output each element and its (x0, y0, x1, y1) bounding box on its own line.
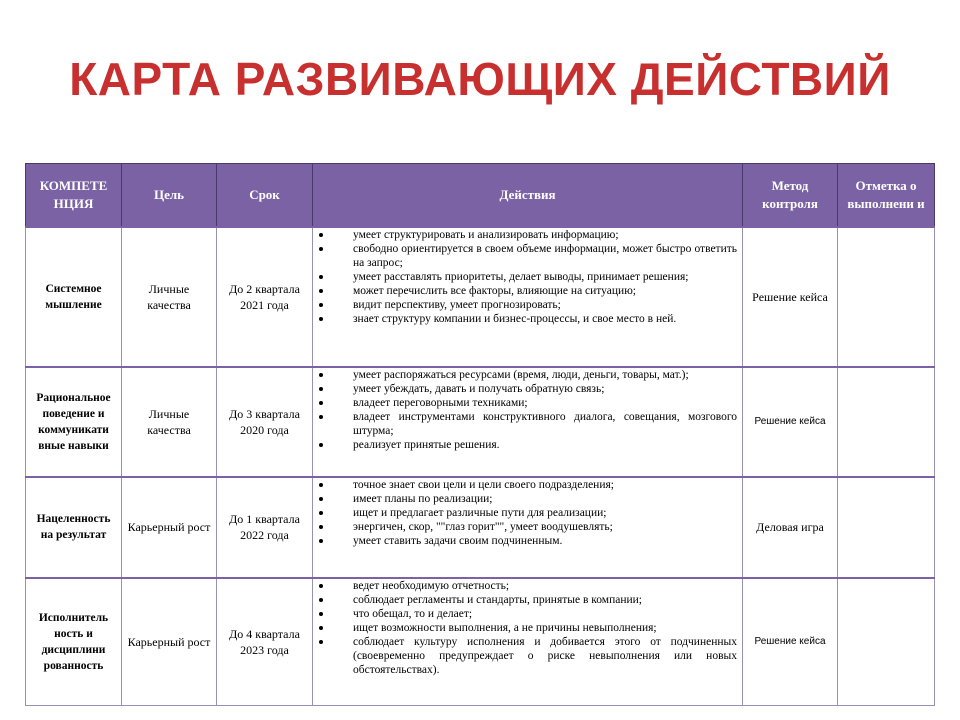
control-method-cell: Решение кейса (743, 367, 838, 477)
header-control-method: Метод контроля (743, 164, 838, 227)
header-actions: Действия (313, 164, 743, 227)
completion-mark-cell (838, 227, 935, 367)
action-item: умеет структурировать и анализировать информацию; (353, 228, 737, 242)
action-item: ищет и предлагает различные пути для реализации; (353, 506, 737, 520)
action-item: ищет возможности выполнения, а не причины невыполнения; (353, 621, 737, 635)
action-item: ведет необходимую отчетность; (353, 579, 737, 593)
table-row (26, 578, 935, 706)
table-row (26, 227, 935, 367)
competency-cell: Исполнитель ность и дисциплини рованность (26, 578, 122, 706)
competency-cell: Системное мышление (26, 227, 122, 367)
goal-cell: Личные качества (122, 227, 217, 367)
deadline-cell: До 3 квартала 2020 года (217, 367, 313, 477)
deadline-cell: До 2 квартала 2021 года (217, 227, 313, 367)
table-row (26, 477, 935, 578)
action-item: видит перспективу, умеет прогнозировать; (353, 298, 737, 312)
action-item: знает структуру компании и бизнес-процессы, и свое место в ней. (353, 312, 737, 326)
table-header-row (26, 164, 935, 227)
action-item: соблюдает культуру исполнения и добивается этого от подчиненных (своевременно предупреждает о риске невыполнения или новых обстоятельствах). (353, 635, 737, 676)
header-completion-mark: Отметка о выполнени и (838, 164, 935, 227)
control-method-cell: Решение кейса (743, 227, 838, 367)
actions-cell (313, 227, 743, 367)
action-item: умеет ставить задачи своим подчиненным. (353, 534, 737, 548)
actions-list (313, 579, 737, 677)
actions-list (313, 368, 737, 452)
completion-mark-cell (838, 477, 935, 578)
goal-cell: Карьерный рост (122, 477, 217, 578)
control-method-cell: Деловая игра (743, 477, 838, 578)
competency-cell: Рациональное поведение и коммуникати вные навыки (26, 367, 122, 477)
action-item: энергичен, скор, ""глаз горит"", умеет воодушевлять; (353, 520, 737, 534)
completion-mark-cell (838, 367, 935, 477)
action-item: имеет планы по реализации; (353, 492, 737, 506)
goal-cell: Карьерный рост (122, 578, 217, 706)
control-method-cell: Решение кейса (743, 578, 838, 706)
action-item: реализует принятые решения. (353, 438, 737, 452)
header-deadline: Срок (217, 164, 313, 227)
actions-cell (313, 578, 743, 706)
actions-list (313, 478, 737, 548)
action-item: точное знает свои цели и цели своего подразделения; (353, 478, 737, 492)
action-item: владеет переговорными техниками; (353, 396, 737, 410)
table-row (26, 367, 935, 477)
action-item: соблюдает регламенты и стандарты, принятые в компании; (353, 593, 737, 607)
header-goal: Цель (122, 164, 217, 227)
deadline-cell: До 1 квартала 2022 года (217, 477, 313, 578)
action-item: свободно ориентируется в своем объеме информации, может быстро ответить на запрос; (353, 242, 737, 269)
header-competency: КОМПЕТЕ НЦИЯ (26, 164, 122, 227)
actions-list (313, 228, 737, 326)
deadline-cell: До 4 квартала 2023 года (217, 578, 313, 706)
development-plan-table (25, 163, 935, 706)
completion-mark-cell (838, 578, 935, 706)
page-title: КАРТА РАЗВИВАЮЩИХ ДЕЙСТВИЙ (69, 53, 891, 105)
action-item: что обещал, то и делает; (353, 607, 737, 621)
goal-cell: Личные качества (122, 367, 217, 477)
actions-cell (313, 477, 743, 578)
actions-cell (313, 367, 743, 477)
action-item: умеет убеждать, давать и получать обратную связь; (353, 382, 737, 396)
competency-cell: Нацеленность на результат (26, 477, 122, 578)
action-item: может перечислить все факторы, влияющие на ситуацию; (353, 284, 737, 298)
action-item: умеет распоряжаться ресурсами (время, люди, деньги, товары, мат.); (353, 368, 737, 382)
action-item: владеет инструментами конструктивного диалога, совещания, мозгового штурма; (353, 410, 737, 437)
action-item: умеет расставлять приоритеты, делает выводы, принимает решения; (353, 270, 737, 284)
